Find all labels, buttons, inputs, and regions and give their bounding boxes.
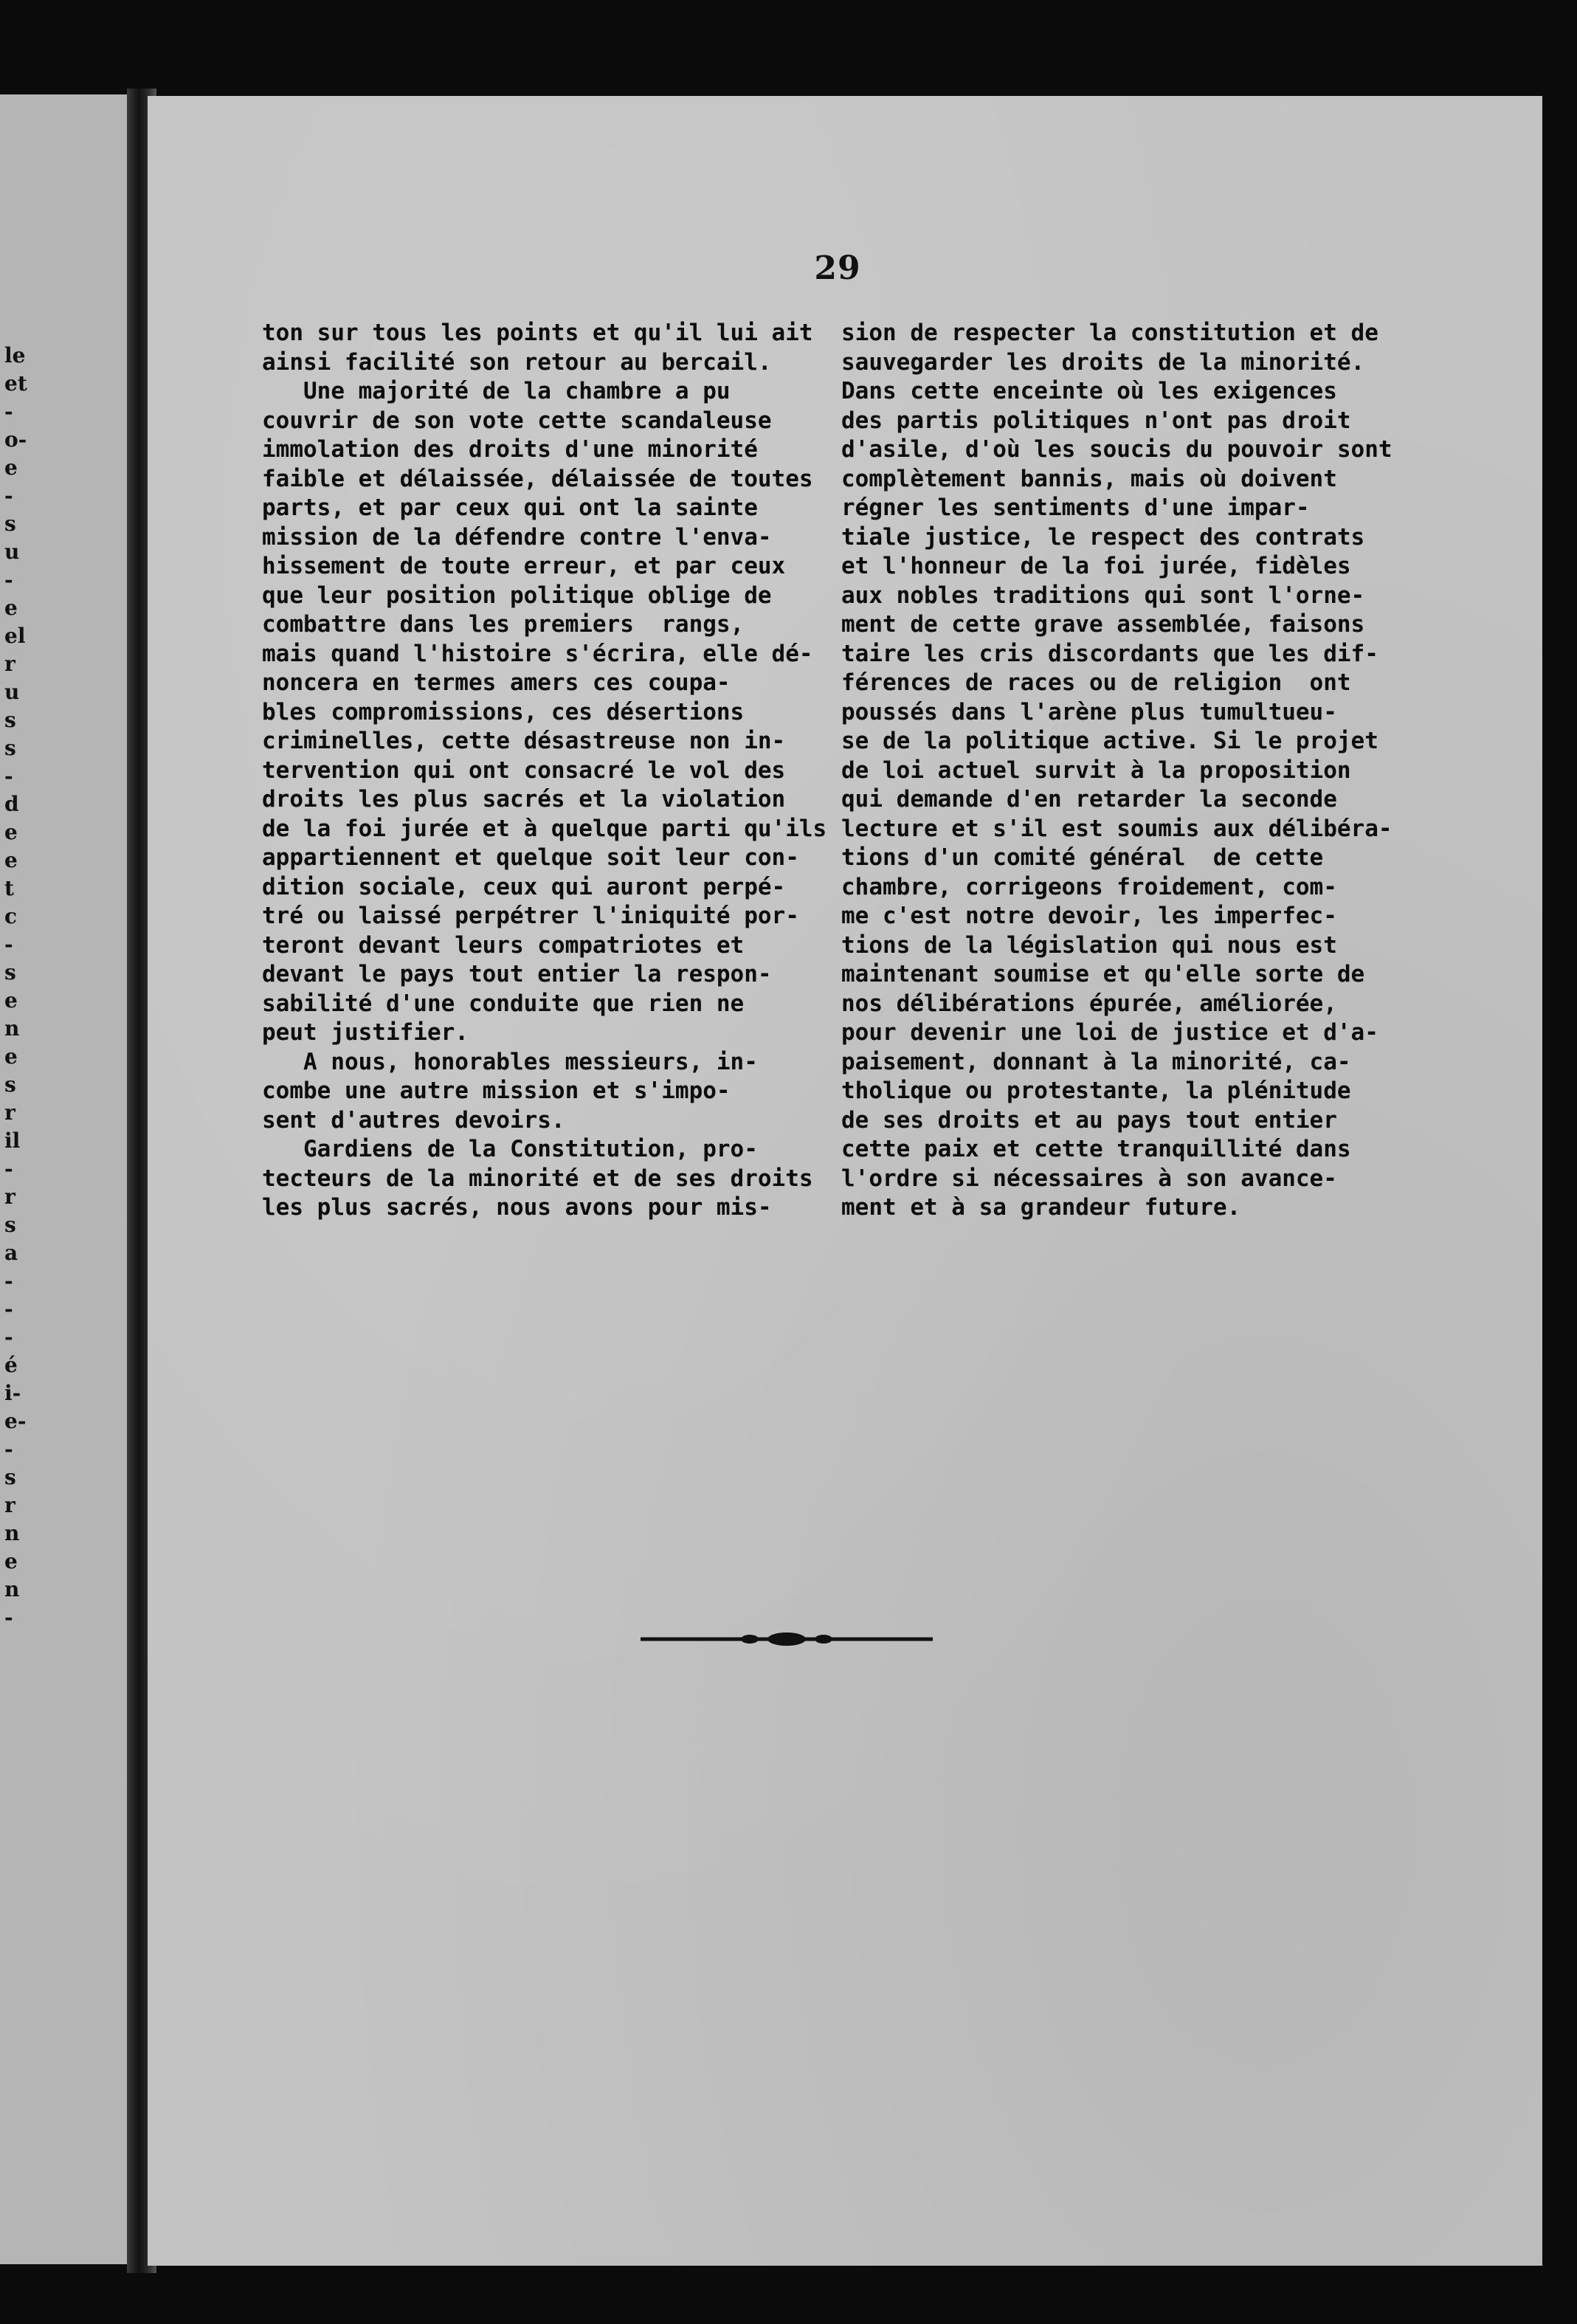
ornament-center-lozenge — [767, 1632, 806, 1646]
ornamental-divider — [641, 1626, 933, 1652]
text-line: couvrir de son vote cette scandaleuse — [262, 407, 772, 434]
edge-fragment: e- — [4, 1409, 27, 1433]
edge-fragment: - — [4, 1605, 13, 1630]
text-line: l'ordre si nécessaires à son avance- — [841, 1165, 1337, 1192]
edge-fragment: n — [4, 1016, 20, 1041]
text-line: tholique ou protestante, la plénitude — [841, 1077, 1351, 1104]
edge-fragment: - — [4, 568, 13, 592]
edge-fragment: s — [4, 511, 16, 536]
text-column-left — [262, 319, 827, 1223]
text-line: appartiennent et quelque soit leur con- — [262, 844, 799, 871]
text-line: combattre dans les premiers rangs, — [262, 611, 745, 638]
text-line: de la foi jurée et à quelque parti qu'ils — [262, 815, 827, 842]
text-line: sauvegarder les droits de la minorité. — [841, 348, 1365, 376]
text-line: de loi actuel survit à la proposition — [841, 756, 1351, 784]
edge-fragment: s — [4, 736, 16, 760]
edge-fragment: - — [4, 399, 13, 424]
edge-fragment: r — [4, 1100, 15, 1125]
text-line: tions de la législation qui nous est — [841, 931, 1337, 959]
edge-fragment: e — [4, 596, 18, 620]
text-line: lecture et s'il est soumis aux délibéra- — [841, 815, 1393, 842]
text-line: tervention qui ont consacré le vol des — [262, 756, 786, 784]
text-line: maintenant soumise et qu'elle sorte de — [841, 961, 1365, 987]
text-line: Une majorité de la chambre a pu — [262, 378, 731, 404]
page-number: 29 — [814, 249, 861, 287]
text-line: tecteurs de la minorité et de ses droits — [262, 1165, 813, 1192]
edge-fragment: e — [4, 455, 18, 480]
text-line: poussés dans l'arène plus tumultueu- — [841, 698, 1337, 725]
edge-fragment: e — [4, 820, 18, 844]
edge-fragment: - — [4, 483, 13, 508]
text-line: nos délibérations épurée, améliorée, — [841, 990, 1337, 1017]
text-line: mission de la défendre contre l'enva- — [262, 523, 772, 551]
text-line: régner les sentiments d'une impar- — [841, 494, 1310, 521]
edge-fragment: u — [4, 539, 20, 564]
edge-fragment: e — [4, 848, 18, 872]
text-line: que leur position politique oblige de — [262, 582, 772, 609]
edge-fragment: - — [4, 1269, 13, 1293]
edge-fragment: el — [4, 624, 26, 648]
edge-fragment: il — [4, 1128, 21, 1153]
text-line: tré ou laissé perpétrer l'iniquité por- — [262, 903, 799, 929]
text-line: sion de respecter la constitution et de — [841, 320, 1378, 346]
edge-fragment: e — [4, 1044, 18, 1069]
text-line: combe une autre mission et s'impo- — [262, 1077, 731, 1104]
text-line: ton sur tous les points et qu'il lui ait — [262, 320, 813, 346]
text-line: noncera en termes amers ces coupa- — [262, 669, 731, 696]
edge-fragment: u — [4, 680, 20, 704]
edge-fragment: o- — [4, 427, 27, 452]
edge-fragment: r — [4, 1493, 15, 1517]
edge-fragment: et — [4, 371, 27, 396]
edge-fragment: - — [4, 1156, 13, 1181]
edge-fragment: - — [4, 1297, 13, 1321]
text-line: pour devenir une loi de justice et d'a- — [841, 1019, 1378, 1046]
text-line: les plus sacrés, nous avons pour mis- — [262, 1194, 772, 1221]
text-line: paisement, donnant à la minorité, ca- — [841, 1048, 1351, 1075]
edge-fragment: r — [4, 652, 15, 676]
edge-fragment: - — [4, 1437, 13, 1461]
edge-fragment: s — [4, 1213, 16, 1237]
edge-fragment: e — [4, 1549, 18, 1573]
text-line: sabilité d'une conduite que rien ne — [262, 990, 745, 1017]
text-line: mais quand l'histoire s'écrira, elle dé- — [262, 640, 813, 667]
text-line: A nous, honorables messieurs, in- — [262, 1048, 758, 1075]
text-line: teront devant leurs compatriotes et — [262, 931, 745, 959]
text-line: taire les cris discordants que les dif- — [841, 640, 1378, 667]
text-line: tiale justice, le respect des contrats — [841, 523, 1365, 551]
text-line: sent d'autres devoirs. — [262, 1106, 565, 1134]
edge-fragment: n — [4, 1521, 20, 1545]
text-line: faible et délaissée, délaissée de toutes — [262, 465, 813, 492]
text-line: hissement de toute erreur, et par ceux — [262, 553, 786, 579]
edge-fragment: d — [4, 792, 19, 816]
edge-fragment: a — [4, 1241, 18, 1265]
edge-fragment: c — [4, 904, 18, 928]
text-line: Dans cette enceinte où les exigences — [841, 378, 1337, 404]
text-line: d'asile, d'où les soucis du pouvoir sont — [841, 436, 1393, 463]
text-line: immolation des droits d'une minorité — [262, 436, 758, 463]
text-line: complètement bannis, mais où doivent — [841, 465, 1337, 492]
previous-page-text-fragments — [4, 345, 37, 2043]
text-line: aux nobles traditions qui sont l'orne- — [841, 582, 1365, 609]
edge-fragment: - — [4, 764, 13, 788]
edge-fragment: s — [4, 1465, 16, 1489]
edge-fragment: s — [4, 708, 16, 732]
edge-fragment: le — [4, 343, 26, 368]
text-line: cette paix et cette tranquillité dans — [841, 1136, 1351, 1162]
edge-fragment: é — [4, 1353, 18, 1377]
previous-page-edge — [0, 94, 127, 2264]
text-line: chambre, corrigeons froidement, com- — [841, 873, 1337, 900]
edge-fragment: i- — [4, 1381, 21, 1405]
text-line: se de la politique active. Si le projet — [841, 728, 1378, 754]
edge-fragment: s — [4, 960, 16, 985]
text-line: me c'est notre devoir, les imperfec- — [841, 903, 1337, 929]
text-line: férences de races ou de religion ont — [841, 669, 1351, 696]
ornament-right-lozenge — [815, 1635, 832, 1644]
text-line: peut justifier. — [262, 1019, 469, 1046]
edge-fragment: n — [4, 1577, 20, 1601]
text-line: de ses droits et au pays tout entier — [841, 1106, 1337, 1134]
text-line: dition sociale, ceux qui auront perpé- — [262, 873, 786, 900]
edge-fragment: r — [4, 1185, 15, 1209]
text-line: tions d'un comité général de cette — [841, 844, 1324, 871]
text-line: qui demande d'en retarder la seconde — [841, 786, 1337, 813]
text-line: devant le pays tout entier la respon- — [262, 961, 772, 987]
edge-fragment: - — [4, 1325, 13, 1349]
text-line: droits les plus sacrés et la violation — [262, 786, 786, 813]
text-line: ment de cette grave assemblée, faisons — [841, 611, 1365, 638]
edge-fragment: - — [4, 932, 13, 956]
text-line: criminelles, cette désastreuse non in- — [262, 728, 786, 754]
text-line: bles compromissions, ces désertions — [262, 698, 745, 725]
text-line: Gardiens de la Constitution, pro- — [262, 1136, 758, 1162]
ornament-left-lozenge — [741, 1635, 759, 1644]
text-line: ment et à sa grandeur future. — [841, 1194, 1241, 1221]
text-line: ainsi facilité son retour au bercail. — [262, 348, 772, 376]
edge-fragment: e — [4, 988, 18, 1013]
edge-fragment: s — [4, 1072, 16, 1097]
text-line: et l'honneur de la foi jurée, fidèles — [841, 553, 1351, 579]
text-line: parts, et par ceux qui ont la sainte — [262, 494, 758, 521]
text-column-right — [841, 319, 1393, 1223]
edge-fragment: t — [4, 876, 14, 900]
text-line: des partis politiques n'ont pas droit — [841, 407, 1351, 434]
